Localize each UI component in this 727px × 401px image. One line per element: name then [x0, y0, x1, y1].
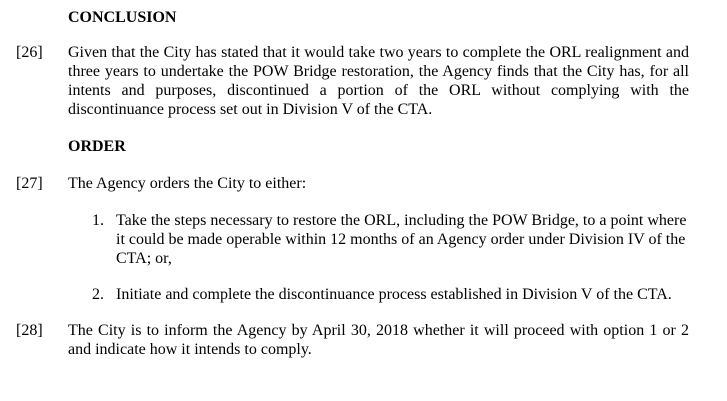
paragraph-26-text: Given that the City has stated that it would take two years to complete the ORL realignment and three years to undertake the POW Bridge restoration, the Agency finds that the City has, for all intents and purposes, discontinued a portion of the ORL without complying with the discontinuance process set out in Division V of the CTA. — [68, 44, 689, 118]
paragraph-number-28: [28] — [16, 322, 43, 339]
order-item-1-text: Take the steps necessary to restore the ORL, including the POW Bridge, to a point where it could be made operable within 12 months of an Agency order under Division IV of the CTA; or, — [116, 212, 687, 267]
order-heading: ORDER — [68, 138, 126, 155]
paragraph-number-26: [26] — [16, 44, 43, 61]
conclusion-heading: CONCLUSION — [68, 9, 177, 26]
paragraph-28-text: The City is to inform the Agency by April 30, 2018 whether it will proceed with option 1 or 2 and indicate how it intends to comply. — [68, 322, 689, 358]
order-item-number-2: 2. — [92, 286, 104, 303]
paragraph-number-27: [27] — [16, 175, 43, 192]
paragraph-27-text: The Agency orders the City to either: — [68, 175, 307, 192]
order-item-number-1: 1. — [92, 212, 104, 229]
order-item-2-text: Initiate and complete the discontinuance process established in Division V of the CTA. — [116, 286, 672, 303]
